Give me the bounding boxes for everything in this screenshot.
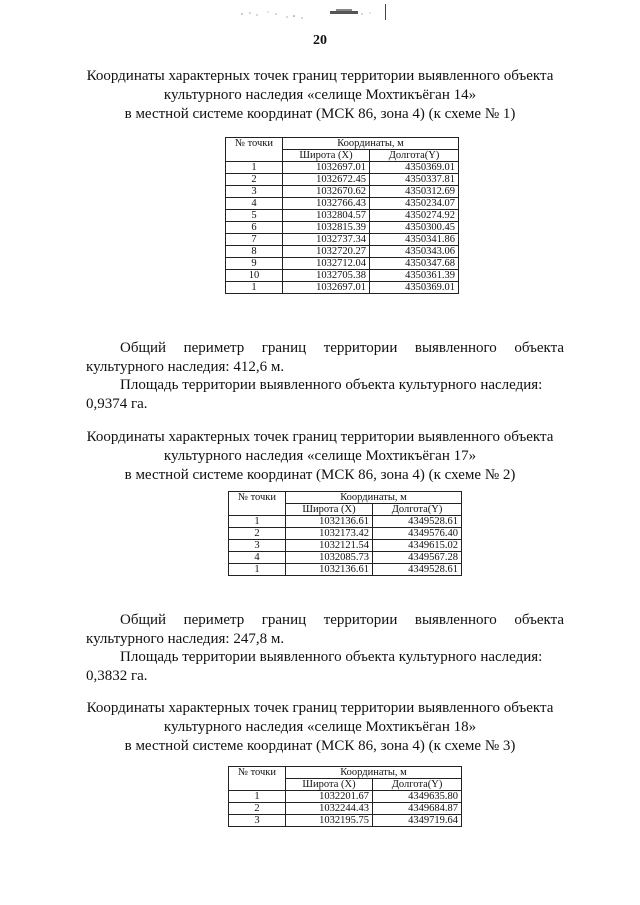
table-row bbox=[226, 270, 459, 282]
col-point-number: № точки bbox=[229, 492, 286, 516]
col-longitude: Долгота(Y) bbox=[370, 150, 459, 162]
latitude-cell: 1032737.34 bbox=[283, 234, 370, 246]
table-row bbox=[229, 540, 462, 552]
title-line: культурного наследия «селище Мохтикъёган 17» bbox=[163, 448, 477, 464]
point-number-cell: 3 bbox=[226, 186, 283, 198]
longitude-cell: 4349615.02 bbox=[373, 540, 462, 552]
point-number-cell: 2 bbox=[229, 528, 286, 540]
table-row bbox=[226, 162, 459, 174]
table-row bbox=[229, 791, 462, 803]
point-number-cell: 7 bbox=[226, 234, 283, 246]
table-row bbox=[226, 210, 459, 222]
section-1-title bbox=[40, 67, 600, 124]
section-2-area bbox=[86, 648, 564, 686]
col-latitude: Широта (X) bbox=[286, 504, 373, 516]
perimeter-text: культурного наследия: 247,8 м. bbox=[86, 631, 285, 647]
title-line: Координаты характерных точек границ территории выявленного объекта bbox=[86, 700, 554, 716]
longitude-cell: 4350369.01 bbox=[370, 282, 459, 294]
table-row bbox=[229, 516, 462, 528]
point-number-cell: 2 bbox=[229, 803, 286, 815]
latitude-cell: 1032136.61 bbox=[286, 564, 373, 576]
longitude-cell: 4350341.86 bbox=[370, 234, 459, 246]
point-number-cell: 1 bbox=[226, 162, 283, 174]
longitude-cell: 4350274.92 bbox=[370, 210, 459, 222]
longitude-cell: 4350347.68 bbox=[370, 258, 459, 270]
latitude-cell: 1032672.45 bbox=[283, 174, 370, 186]
point-number-cell: 4 bbox=[226, 198, 283, 210]
title-line: в местной системе координат (МСК 86, зона 4) (к схеме № 2) bbox=[124, 467, 516, 483]
perimeter-word: выявленного bbox=[414, 340, 497, 356]
col-coordinates: Координаты, м bbox=[286, 492, 462, 504]
table-row bbox=[226, 174, 459, 186]
longitude-cell: 4350343.06 bbox=[370, 246, 459, 258]
longitude-cell: 4349528.61 bbox=[373, 516, 462, 528]
table-row bbox=[226, 186, 459, 198]
latitude-cell: 1032804.57 bbox=[283, 210, 370, 222]
longitude-cell: 4349635.80 bbox=[373, 791, 462, 803]
longitude-cell: 4349719.64 bbox=[373, 815, 462, 827]
area-text: Площадь территории выявленного объекта культурного наследия: bbox=[120, 377, 543, 393]
scan-noise bbox=[232, 4, 392, 20]
latitude-cell: 1032195.75 bbox=[286, 815, 373, 827]
latitude-cell: 1032697.01 bbox=[283, 282, 370, 294]
latitude-cell: 1032085.73 bbox=[286, 552, 373, 564]
point-number-cell: 10 bbox=[226, 270, 283, 282]
section-2-title bbox=[40, 428, 600, 485]
title-line: культурного наследия «селище Мохтикъёган 14» bbox=[163, 87, 477, 103]
point-number-cell: 6 bbox=[226, 222, 283, 234]
col-point-number: № точки bbox=[229, 767, 286, 791]
longitude-cell: 4349576.40 bbox=[373, 528, 462, 540]
coordinates-table-3 bbox=[228, 766, 462, 827]
longitude-cell: 4350361.39 bbox=[370, 270, 459, 282]
section-1-area bbox=[86, 376, 564, 414]
section-1-perimeter bbox=[86, 339, 564, 377]
point-number-cell: 1 bbox=[229, 791, 286, 803]
perimeter-text: культурного наследия: 412,6 м. bbox=[86, 359, 285, 375]
latitude-cell: 1032705.38 bbox=[283, 270, 370, 282]
latitude-cell: 1032173.42 bbox=[286, 528, 373, 540]
col-latitude: Широта (X) bbox=[286, 779, 373, 791]
title-line: Координаты характерных точек границ территории выявленного объекта bbox=[86, 68, 554, 84]
point-number-cell: 1 bbox=[229, 516, 286, 528]
point-number-cell: 3 bbox=[229, 540, 286, 552]
point-number-cell: 3 bbox=[229, 815, 286, 827]
point-number-cell: 1 bbox=[226, 282, 283, 294]
col-coordinates: Координаты, м bbox=[286, 767, 462, 779]
perimeter-word: границ bbox=[261, 612, 307, 628]
table-row bbox=[229, 815, 462, 827]
table-row bbox=[226, 222, 459, 234]
longitude-cell: 4350312.69 bbox=[370, 186, 459, 198]
point-number-cell: 5 bbox=[226, 210, 283, 222]
table-row bbox=[226, 258, 459, 270]
perimeter-word: территории bbox=[323, 340, 398, 356]
perimeter-word: объекта bbox=[514, 612, 564, 628]
perimeter-word: выявленного bbox=[414, 612, 497, 628]
coordinates-table-1 bbox=[225, 137, 459, 294]
table-row bbox=[226, 246, 459, 258]
area-value: 0,9374 га. bbox=[86, 396, 148, 412]
title-line: Координаты характерных точек границ территории выявленного объекта bbox=[86, 429, 554, 445]
title-line: в местной системе координат (МСК 86, зона 4) (к схеме № 1) bbox=[124, 106, 516, 122]
perimeter-word: объекта bbox=[514, 340, 564, 356]
latitude-cell: 1032815.39 bbox=[283, 222, 370, 234]
col-coordinates: Координаты, м bbox=[283, 138, 459, 150]
perimeter-word: территории bbox=[323, 612, 398, 628]
coordinates-table-2 bbox=[228, 491, 462, 576]
latitude-cell: 1032720.27 bbox=[283, 246, 370, 258]
col-point-number: № точки bbox=[226, 138, 283, 162]
point-number-cell: 4 bbox=[229, 552, 286, 564]
latitude-cell: 1032697.01 bbox=[283, 162, 370, 174]
section-3-title bbox=[40, 699, 600, 756]
point-number-cell: 8 bbox=[226, 246, 283, 258]
perimeter-word: Общий bbox=[120, 340, 167, 356]
perimeter-word: границ bbox=[261, 340, 307, 356]
longitude-cell: 4350300.45 bbox=[370, 222, 459, 234]
col-longitude: Долгота(Y) bbox=[373, 779, 462, 791]
table-row bbox=[229, 803, 462, 815]
longitude-cell: 4350234.07 bbox=[370, 198, 459, 210]
area-text: Площадь территории выявленного объекта культурного наследия: bbox=[120, 649, 543, 665]
table-row bbox=[226, 282, 459, 294]
point-number-cell: 1 bbox=[229, 564, 286, 576]
title-line: в местной системе координат (МСК 86, зона 4) (к схеме № 3) bbox=[124, 738, 516, 754]
table-row bbox=[226, 234, 459, 246]
col-longitude: Долгота(Y) bbox=[373, 504, 462, 516]
point-number-cell: 2 bbox=[226, 174, 283, 186]
col-latitude: Широта (X) bbox=[283, 150, 370, 162]
latitude-cell: 1032712.04 bbox=[283, 258, 370, 270]
longitude-cell: 4349684.87 bbox=[373, 803, 462, 815]
longitude-cell: 4349567.28 bbox=[373, 552, 462, 564]
perimeter-word: периметр bbox=[183, 340, 245, 356]
table-row bbox=[229, 564, 462, 576]
latitude-cell: 1032121.54 bbox=[286, 540, 373, 552]
latitude-cell: 1032670.62 bbox=[283, 186, 370, 198]
perimeter-word: периметр bbox=[183, 612, 245, 628]
longitude-cell: 4350337.81 bbox=[370, 174, 459, 186]
section-2-perimeter bbox=[86, 611, 564, 649]
latitude-cell: 1032244.43 bbox=[286, 803, 373, 815]
perimeter-word: Общий bbox=[120, 612, 167, 628]
table-row bbox=[226, 198, 459, 210]
point-number-cell: 9 bbox=[226, 258, 283, 270]
page-number: 20 bbox=[313, 33, 327, 48]
latitude-cell: 1032201.67 bbox=[286, 791, 373, 803]
table-row bbox=[229, 552, 462, 564]
area-value: 0,3832 га. bbox=[86, 668, 148, 684]
latitude-cell: 1032136.61 bbox=[286, 516, 373, 528]
title-line: культурного наследия «селище Мохтикъёган 18» bbox=[163, 719, 477, 735]
table-row bbox=[229, 528, 462, 540]
longitude-cell: 4349528.61 bbox=[373, 564, 462, 576]
longitude-cell: 4350369.01 bbox=[370, 162, 459, 174]
latitude-cell: 1032766.43 bbox=[283, 198, 370, 210]
